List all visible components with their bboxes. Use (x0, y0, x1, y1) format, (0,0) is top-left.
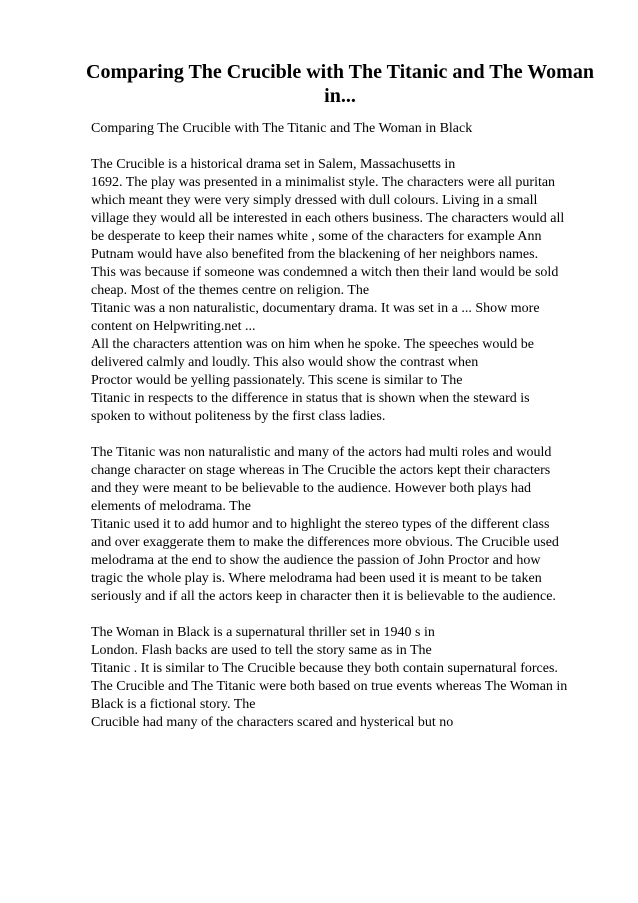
text-line: This was because if someone was condemned a witch then their land would be sold (91, 265, 559, 280)
text-line: The Woman in Black is a supernatural thriller set in 1940 s in (91, 625, 435, 640)
text-line: Crucible had many of the characters scared and hysterical but no (91, 715, 454, 730)
document-title (80, 60, 600, 108)
text-line: village they would all be interested in each others business. The characters would all (91, 211, 565, 226)
text-line: Black is a fictional story. The (91, 697, 256, 712)
subtitle (91, 120, 631, 138)
text-line: Titanic was a non naturalistic, documentary drama. It was set in a ... Show more (91, 301, 540, 316)
paragraph (91, 444, 631, 606)
subtitle-line: Comparing The Crucible with The Titanic and The Woman in Black (91, 121, 473, 136)
text-line: and over exaggerate them to make the differences more obvious. The Crucible used (91, 535, 559, 550)
paragraph (91, 624, 631, 732)
title-line: in... (324, 85, 356, 107)
text-line: Titanic used it to add humor and to highlight the stereo types of the different class (91, 517, 550, 532)
text-line: seriously and if all the actors keep in character then it is believable to the audience. (91, 589, 556, 604)
text-line: London. Flash backs are used to tell the story same as in The (91, 643, 432, 658)
text-line: Titanic . It is similar to The Crucible because they both contain supernatural forces. (91, 661, 558, 676)
text-line: delivered calmly and loudly. This also would show the contrast when (91, 355, 479, 370)
text-line: which meant they were very simply dressed with dull colours. Living in a small (91, 193, 538, 208)
text-line: be desperate to keep their names white , some of the characters for example Ann (91, 229, 542, 244)
text-line: tragic the whole play is. Where melodrama had been used it is meant to be taken (91, 571, 542, 586)
text-line: Titanic in respects to the difference in status that is shown when the steward is (91, 391, 530, 406)
text-line: cheap. Most of the themes centre on religion. The (91, 283, 370, 298)
text-line: Putnam would have also benefited from the blackening of her neighbors names. (91, 247, 539, 262)
text-line: spoken to without politeness by the first class ladies. (91, 409, 386, 424)
text-line: content on Helpwriting.net ... (91, 319, 256, 334)
text-line: change character on stage whereas in The Crucible the actors kept their characters (91, 463, 551, 478)
text-line: All the characters attention was on him when he spoke. The speeches would be (91, 337, 534, 352)
text-line: The Titanic was non naturalistic and many of the actors had multi roles and would (91, 445, 552, 460)
title-line: Comparing The Crucible with The Titanic and The Woman (86, 61, 594, 83)
paragraph (91, 156, 631, 426)
text-line: The Crucible and The Titanic were both based on true events whereas The Woman in (91, 679, 568, 694)
text-line: elements of melodrama. The (91, 499, 251, 514)
text-line: 1692. The play was presented in a minimalist style. The characters were all puritan (91, 175, 556, 190)
text-line: The Crucible is a historical drama set in Salem, Massachusetts in (91, 157, 456, 172)
text-line: Proctor would be yelling passionately. This scene is similar to The (91, 373, 463, 388)
document-body (91, 120, 631, 750)
text-line: and they were meant to be believable to the audience. However both plays had (91, 481, 532, 496)
text-line: melodrama at the end to show the audience the passion of John Proctor and how (91, 553, 541, 568)
